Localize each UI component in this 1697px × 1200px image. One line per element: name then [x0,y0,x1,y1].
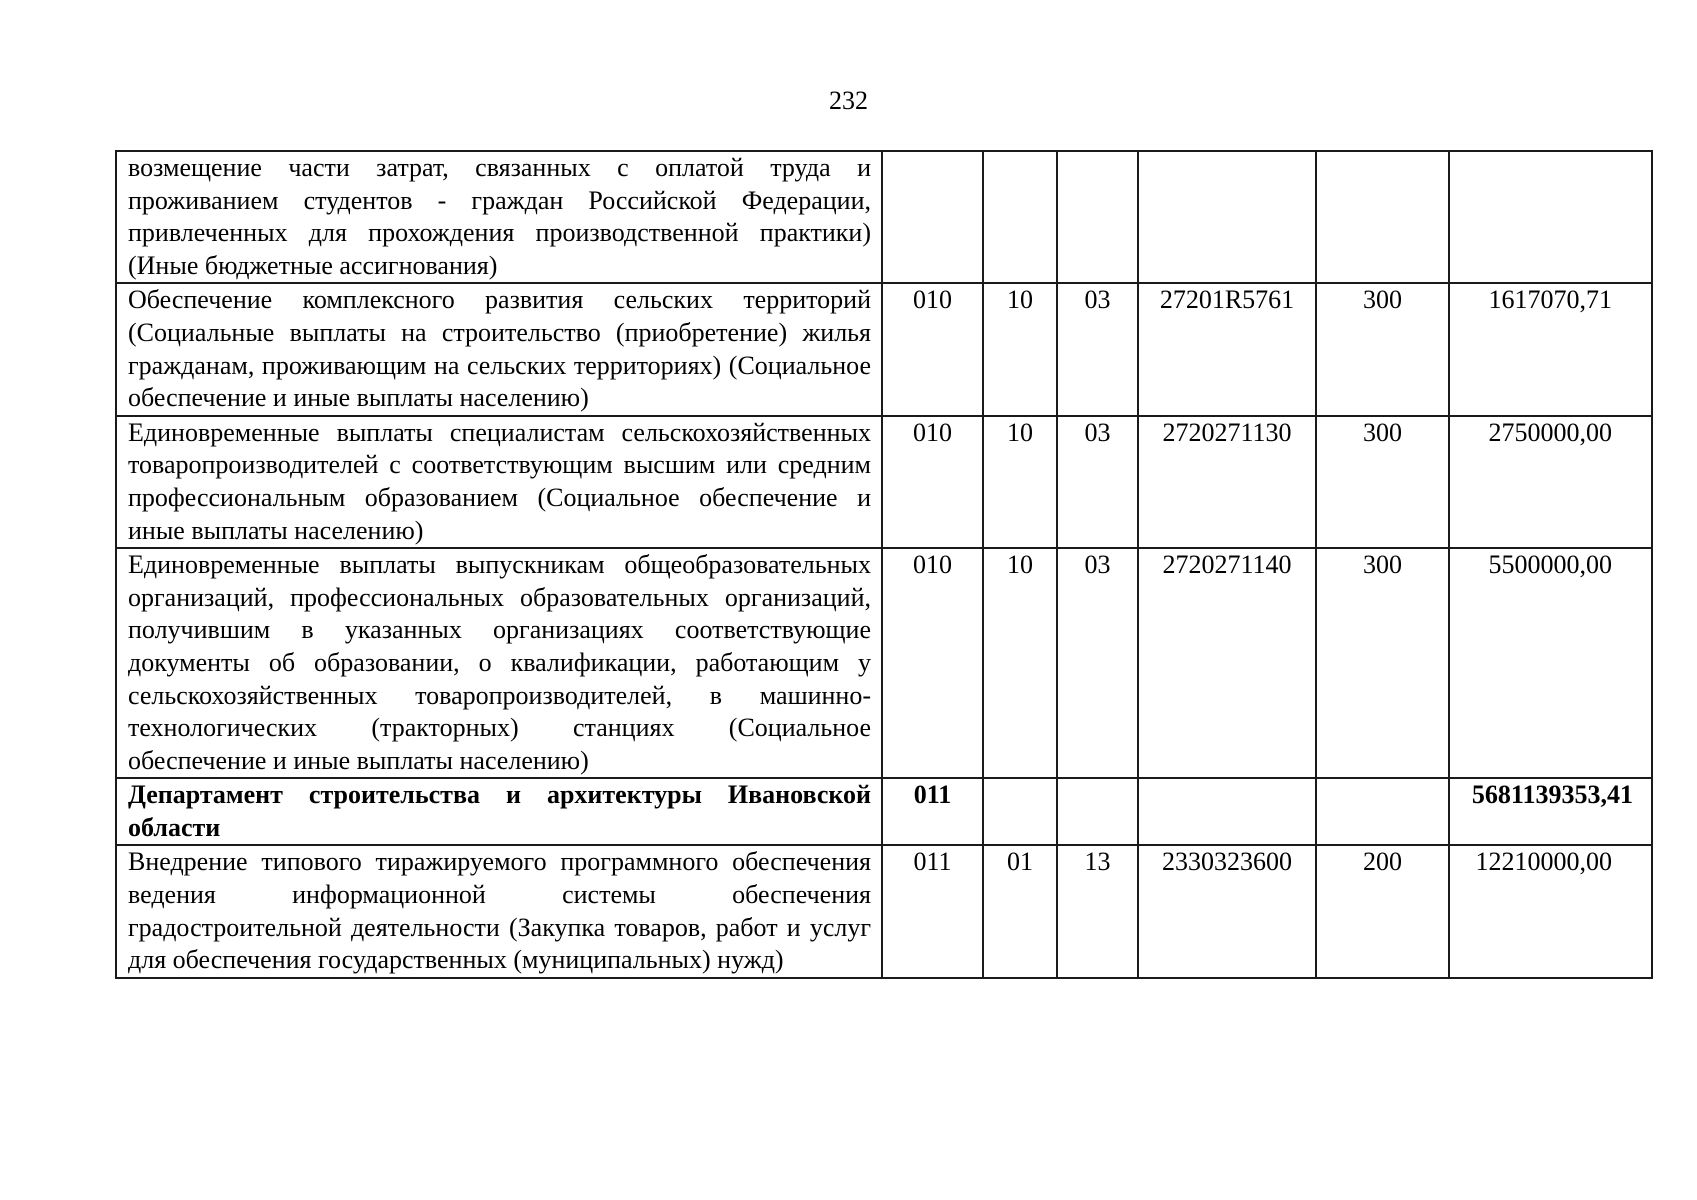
target-article-code: 2720271130 [1138,416,1316,548]
ministry-code: 011 [882,845,983,977]
ministry-code: 011 [882,778,983,845]
section-code [983,778,1057,845]
table-row [116,283,1652,415]
subsection-code [1057,151,1138,283]
expense-type-code [1316,151,1449,283]
amount-value: 2750000,00 [1449,416,1652,548]
page-number: 232 [829,86,868,115]
target-article-code [1138,151,1316,283]
expense-type-code: 300 [1316,283,1449,415]
table-row-department-total [116,778,1652,845]
ministry-code: 010 [882,548,983,778]
table-row [116,845,1652,977]
table-row [116,151,1652,283]
ministry-code: 010 [882,416,983,548]
amount-value: 12210000,00 [1449,845,1652,977]
section-code: 10 [983,416,1057,548]
expense-type-code: 300 [1316,416,1449,548]
expense-type-code [1316,778,1449,845]
subsection-code: 13 [1057,845,1138,977]
section-code [983,151,1057,283]
subsection-code: 03 [1057,548,1138,778]
subsection-code [1057,778,1138,845]
table-row [116,548,1652,778]
row-name: Внедрение типового тиражируемого программного обеспечения ведения информационной системы обеспечения градостроительной деятельности (Закупка товаров, работ и услуг для обеспечения государственных (муниципальных) нужд) [116,845,882,977]
subsection-code: 03 [1057,283,1138,415]
target-article-code: 27201R5761 [1138,283,1316,415]
row-name: Департамент строительства и архитектуры Ивановской области [116,778,882,845]
expense-type-code: 300 [1316,548,1449,778]
target-article-code [1138,778,1316,845]
section-code: 10 [983,283,1057,415]
amount-value: 1617070,71 [1449,283,1652,415]
target-article-code: 2330323600 [1138,845,1316,977]
table-row [116,416,1652,548]
row-name: Единовременные выплаты выпускникам общеобразовательных организаций, профессиональных образовательных организаций, получившим в указанных организациях соответствующие документы об образовании, о квалификации, работающим у сельскохозяйственных товаропроизводителей, в машинно-технологических (тракторных) станциях (Социальное обеспечение и иные выплаты населению) [116,548,882,778]
ministry-code: 010 [882,283,983,415]
amount-value: 5500000,00 [1449,548,1652,778]
target-article-code: 2720271140 [1138,548,1316,778]
amount-value [1449,151,1652,283]
section-code: 01 [983,845,1057,977]
row-name: Единовременные выплаты специалистам сельскохозяйственных товаропроизводителей с соответствующим высшим или средним профессиональным образованием (Социальное обеспечение и иные выплаты населению) [116,416,882,548]
budget-table [115,150,1653,979]
ministry-code [882,151,983,283]
subsection-code: 03 [1057,416,1138,548]
row-name: возмещение части затрат, связанных с оплатой труда и проживанием студентов - граждан Российской Федерации, привлеченных для прохождения производственной практики) (Иные бюджетные ассигнования) [116,151,882,283]
section-code: 10 [983,548,1057,778]
expense-type-code: 200 [1316,845,1449,977]
amount-value: 5681139353,41 [1449,778,1652,845]
row-name: Обеспечение комплексного развития сельских территорий (Социальные выплаты на строительство (приобретение) жилья гражданам, проживающим на сельских территориях) (Социальное обеспечение и иные выплаты населению) [116,283,882,415]
